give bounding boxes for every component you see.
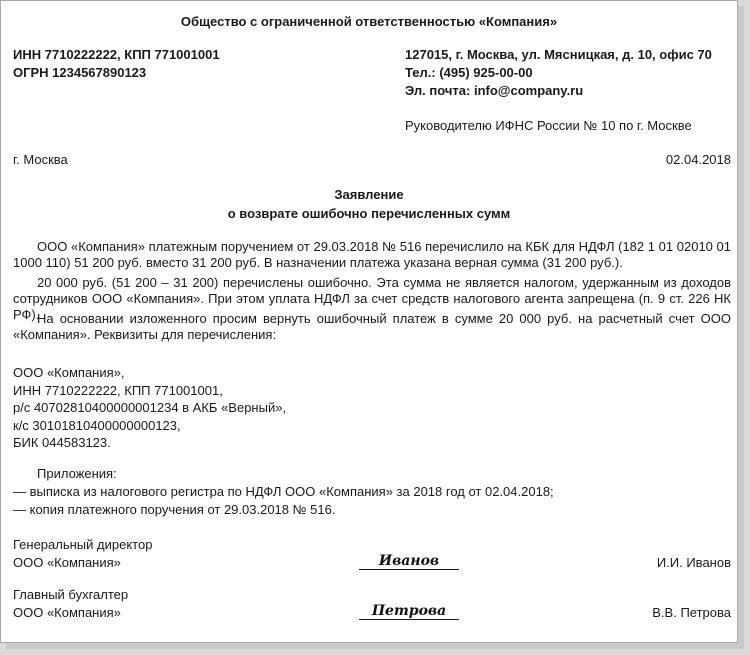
requisite-line: к/с 30101810400000000123, (13, 417, 181, 433)
signatory-company: ООО «Компания» (13, 555, 121, 570)
company-address: 127015, г. Москва, ул. Мясницкая, д. 10, офис 70 (405, 47, 712, 62)
requisite-line: ИНН 7710222222, КПП 771001001, (13, 382, 223, 398)
requisite-line: БИК 044583123. (13, 435, 111, 450)
attachments-title: Приложения: (37, 466, 117, 481)
requisites-block (13, 364, 286, 452)
handwritten-signature: Иванов (359, 553, 459, 570)
body-paragraph-1: ООО «Компания» платежным поручением от 29.03.2018 № 516 перечислило на КБК для НДФЛ (182 1 01 02010 01 1000 110) 51 200 руб. вместо 31 200 руб. В назначении платежа указана верная сумма (31 200 руб.). (13, 239, 731, 270)
inn-kpp: ИНН 7710222222, КПП 771001001 (13, 47, 220, 62)
body-paragraph-2: 20 000 руб. (51 200 – 31 200) перечислены ошибочно. Эта сумма не является налогом, удержанным из доходов сотрудников ООО «Компания». При этом уплата НДФЛ за счет средств налогового агента запрещена (п. 9 ст. 226 НК РФ). (13, 275, 731, 322)
signatory-name: И.И. Иванов (656, 555, 731, 570)
body-paragraph-3: На основании изложенного просим вернуть ошибочный платеж в сумме 20 000 руб. на расчетный счет ООО «Компания». Реквизиты для перечисления: (13, 311, 731, 342)
company-email: Эл. почта: info@company.ru (405, 83, 584, 98)
place: г. Москва (13, 152, 68, 167)
signatory-position: Главный бухгалтер (13, 587, 129, 602)
document-date: 02.04.2018 (665, 152, 731, 167)
requisite-line: р/с 40702810400000001234 в АКБ «Верный», (13, 400, 287, 415)
addressee: Руководителю ИФНС России № 10 по г. Москве (405, 118, 692, 133)
document-subtitle: о возврате ошибочно перечисленных сумм (227, 206, 511, 221)
signatory-name: В.В. Петрова (652, 605, 731, 620)
handwritten-signature: Петрова (359, 603, 459, 620)
attachment-item: — копия платежного поручения от 29.03.2018 № 516. (13, 502, 336, 517)
signatory-company: ООО «Компания» (13, 605, 121, 620)
organization-name: Общество с ограниченной ответственностью «Компания» (180, 14, 558, 29)
document-title: Заявление (334, 187, 404, 202)
signatory-position: Генеральный директор (13, 537, 153, 552)
requisite-line: ООО «Компания», (13, 365, 125, 380)
company-phone: Тел.: (495) 925-00-00 (405, 65, 533, 80)
ogrn: ОГРН 1234567890123 (13, 65, 147, 80)
attachment-item: — выписка из налогового регистра по НДФЛ ООО «Компания» за 2018 год от 02.04.2018; (13, 484, 554, 499)
